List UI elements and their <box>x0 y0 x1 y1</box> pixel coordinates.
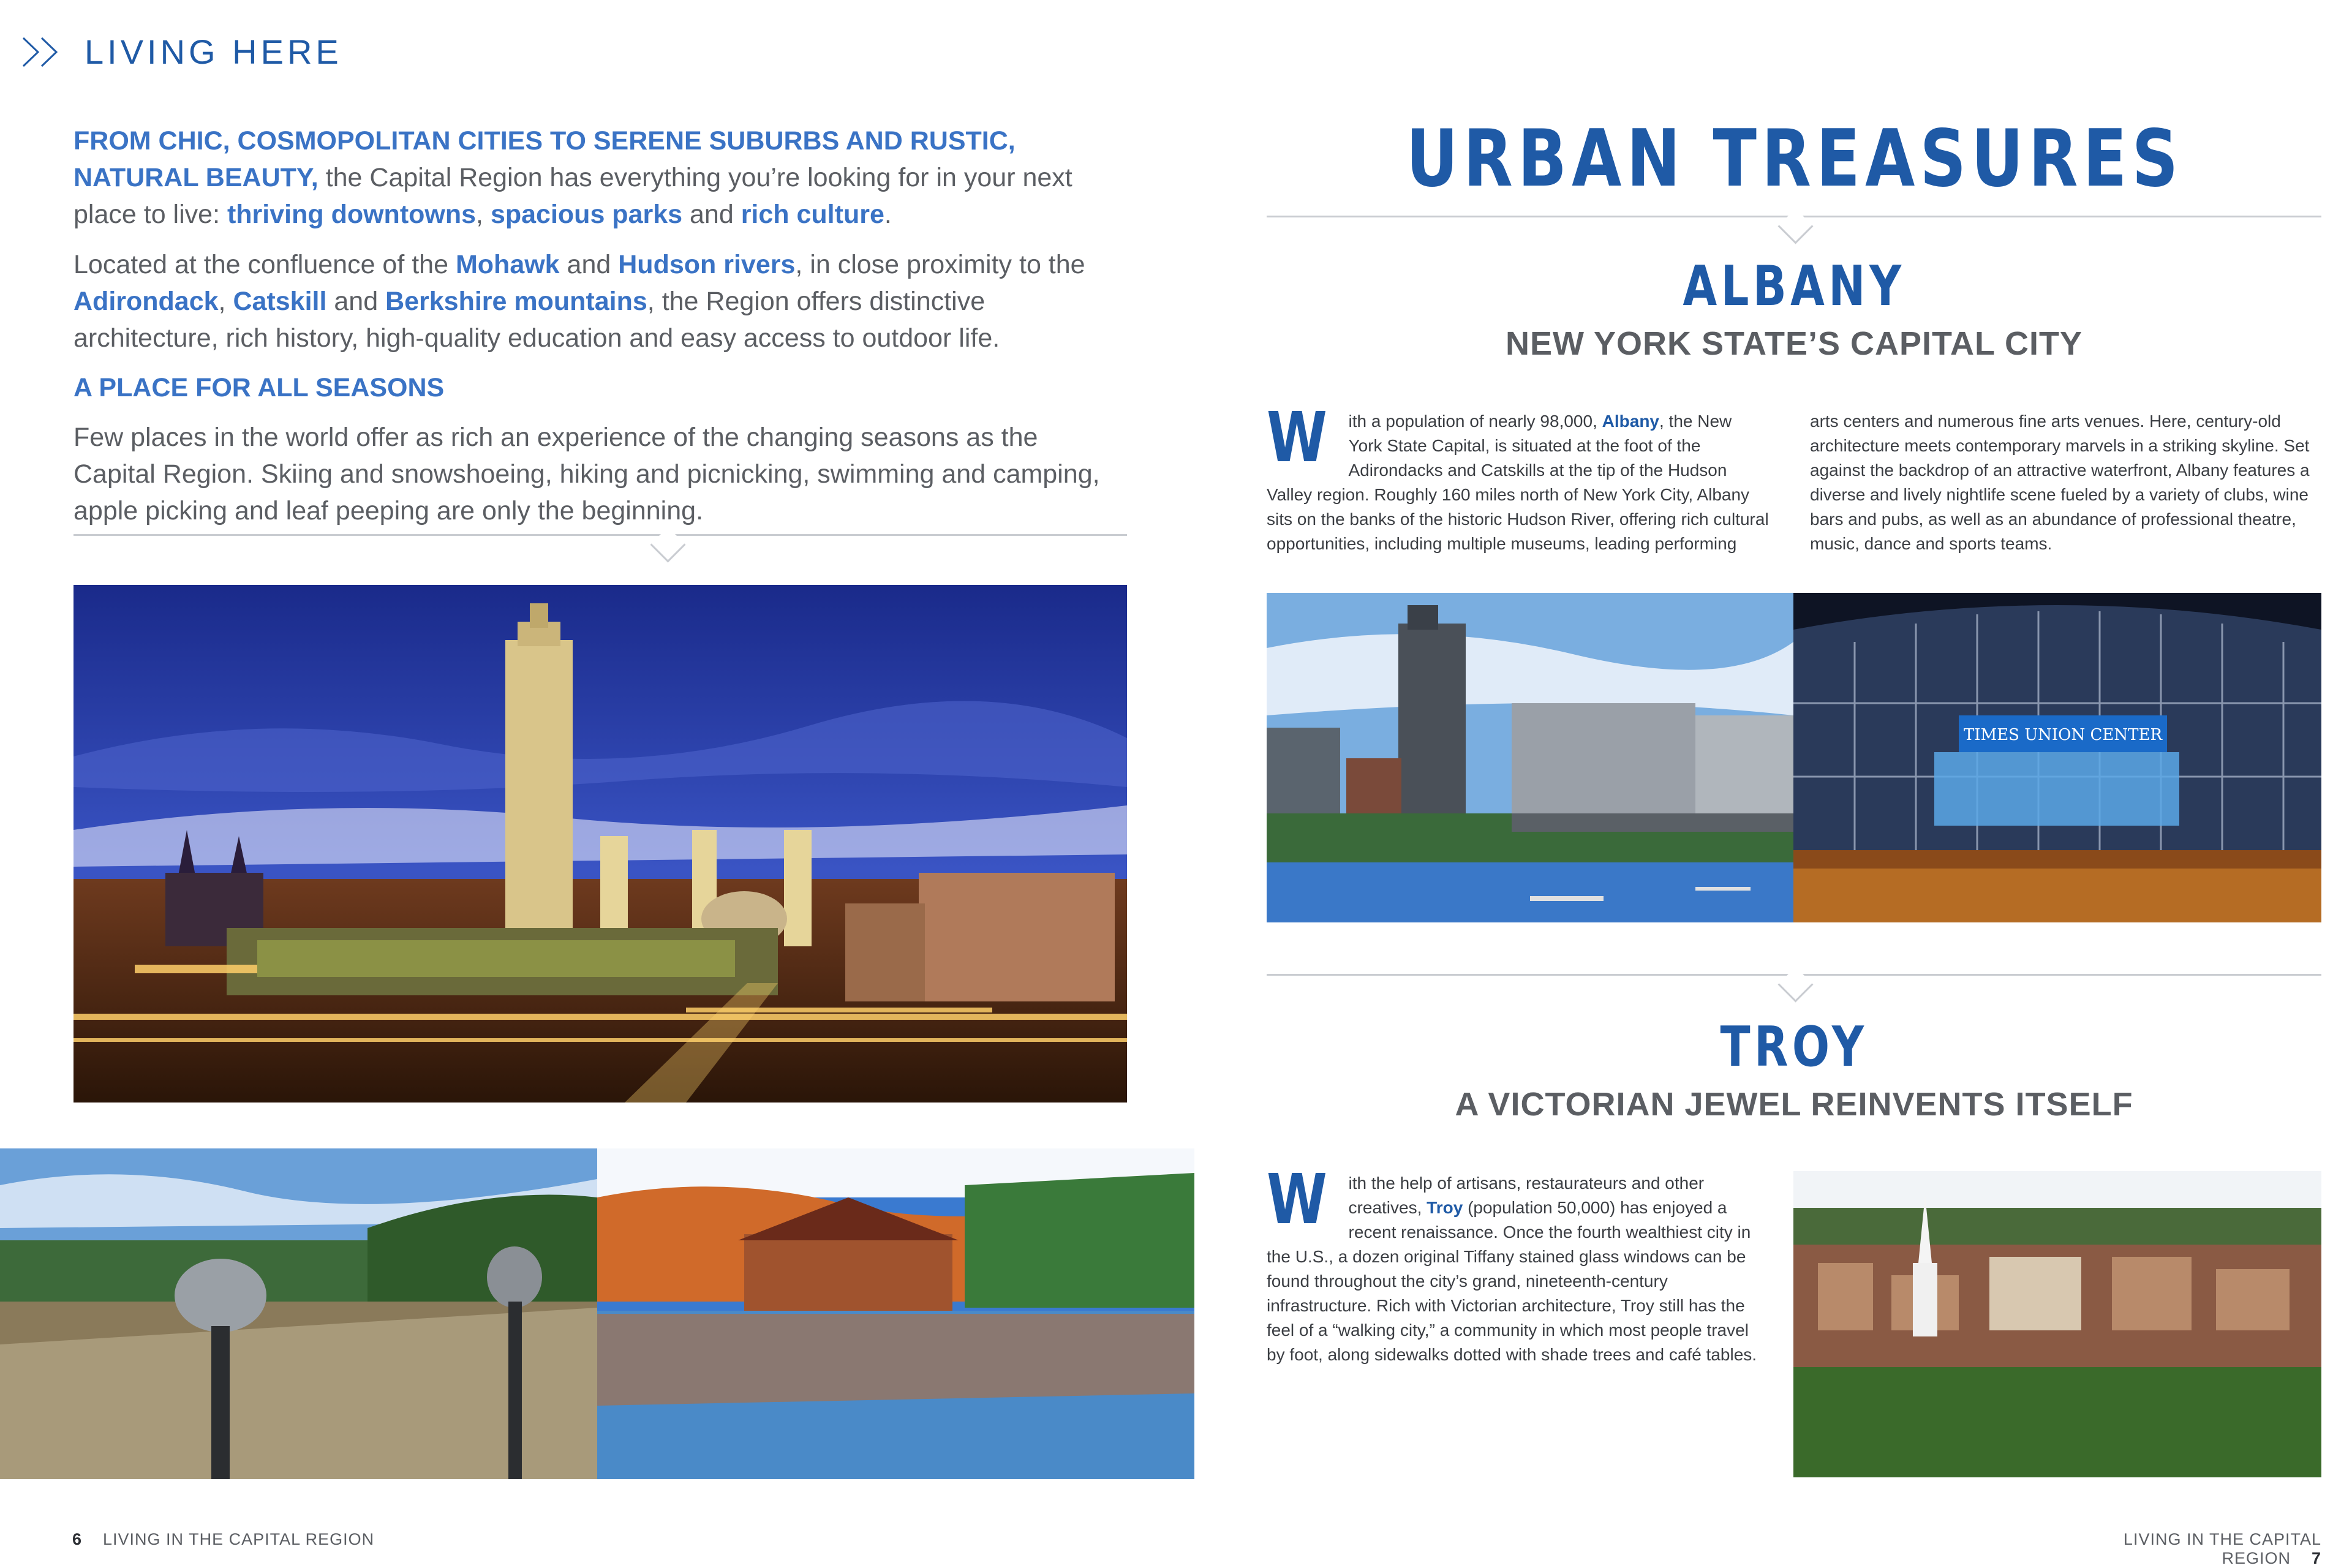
seasons-text: Few places in the world offer as rich an experience of the changing seasons as the Capital Region. Skiing and snowshoeing, hiking and picnicking, swimming and camping, apple picking and leaf peeping are only the beginning. <box>74 423 1100 526</box>
text: and <box>559 250 619 279</box>
text: , <box>218 287 233 316</box>
highlight-berkshire-mountains: Berkshire mountains <box>385 287 647 316</box>
troy-divider <box>1267 974 2321 976</box>
footer-title: LIVING IN THE CAPITAL REGION <box>103 1530 375 1548</box>
left-divider <box>74 534 1127 536</box>
highlight-spacious-parks: spacious parks <box>490 200 683 229</box>
scenic-overlook-binoculars-photo <box>0 1148 597 1479</box>
title-divider <box>1267 216 2321 217</box>
albany-night-skyline-photo <box>74 585 1127 1102</box>
sep: . <box>884 200 892 229</box>
page-number: 7 <box>2311 1549 2321 1567</box>
intro-lead: FROM CHIC, COSMOPOLITAN CITIES TO SERENE SUBURBS AND RUSTIC, NATURAL BEAUTY, <box>74 126 1016 192</box>
text: , the New York State Capital, is situated at the foot of the Adirondacks and Catskills at the tip of the Hudson Valley region. Roughly 160 miles north of New York City, Albany sits on the banks of the historic Hudson River, offering rich cultural opportunities, including multiple museums, leading performing <box>1267 412 1769 553</box>
text: and <box>326 287 386 316</box>
section-label: LIVING HERE <box>85 32 342 71</box>
autumn-lake-boathouse-photo <box>597 1148 1194 1479</box>
intro-paragraph-2 <box>74 246 1127 356</box>
albany-column-1 <box>1267 398 1769 556</box>
highlight-adirondack: Adirondack <box>74 287 219 316</box>
main-title: URBAN TREASURES <box>1406 113 2184 205</box>
intro-text <box>74 123 1127 543</box>
left-footer <box>72 1530 374 1549</box>
highlight-thriving-downtowns: thriving downtowns <box>227 200 477 229</box>
right-footer <box>2021 1530 2321 1568</box>
footer-title: LIVING IN THE CAPITAL REGION <box>2123 1530 2321 1567</box>
text: ith a population of nearly 98,000, <box>1348 412 1602 431</box>
highlight-catskill: Catskill <box>233 287 327 316</box>
arena-sign: TIMES UNION CENTER <box>1963 726 2163 744</box>
intro-text-a: the Capital Region has everything you’re looking for in your next place to live: <box>74 163 1072 229</box>
seasons-heading: A PLACE FOR ALL SEASONS <box>74 373 445 402</box>
times-union-center-arena-photo <box>1793 593 2321 922</box>
albany-link[interactable]: Albany <box>1602 412 1659 431</box>
albany-subtitle: NEW YORK STATE’S CAPITAL CITY <box>1505 325 2083 362</box>
troy-subtitle: A VICTORIAN JEWEL REINVENTS ITSELF <box>1455 1086 2133 1123</box>
albany-column-2: arts centers and numerous fine arts venues. Here, century-old architecture meets contemporary marvels in a striking skyline. Set against the backdrop of an attractive waterfront, Albany features a diverse and lively nightlife scene fueled by a variety of clubs, wine bars and pubs, as well as an abundance of professional theatre, music, dance and sports teams. <box>1810 412 2310 553</box>
albany-dropcap: W <box>1267 398 1327 478</box>
troy-dropcap: W <box>1267 1160 1327 1240</box>
text: ith the help of artisans, restaurateurs and other creatives, <box>1348 1174 1705 1217</box>
chevron-right-double-icon <box>20 36 71 69</box>
text: (population 50,000) has enjoyed a recent renaissance. Once the fourth wealthiest city in the U.S., a dozen original Tiffany stained glass windows can be found throughout the city’s grand, nineteenth-century infrastructure. Rich with Victorian architecture, Troy still has the feel of a “walking city,” a community in which most people travel by foot, along sidewalks dotted with shade trees and café tables. <box>1267 1198 1757 1364</box>
albany-title: ALBANY <box>1683 254 1905 318</box>
highlight-hudson-rivers: Hudson rivers <box>618 250 796 279</box>
albany-waterfront-skyline-photo <box>1267 593 1793 922</box>
highlight-rich-culture: rich culture <box>741 200 884 229</box>
text: , the Region offers distinctive architecture, rich history, high-quality education and easy access to outdoor life. <box>74 287 1000 353</box>
troy-title: TROY <box>1720 1015 1868 1079</box>
troy-link[interactable]: Troy <box>1427 1198 1463 1217</box>
troy-text <box>1267 1160 1769 1367</box>
text: Located at the confluence of the <box>74 250 456 279</box>
page-number: 6 <box>72 1530 83 1548</box>
highlight-mohawk: Mohawk <box>455 250 560 279</box>
section-header <box>20 32 342 72</box>
sep: and <box>682 200 741 229</box>
troy-cityscape-photo <box>1793 1171 2321 1477</box>
intro-paragraph-1 <box>74 123 1127 233</box>
text: , in close proximity to the <box>795 250 1085 279</box>
sep: , <box>476 200 491 229</box>
